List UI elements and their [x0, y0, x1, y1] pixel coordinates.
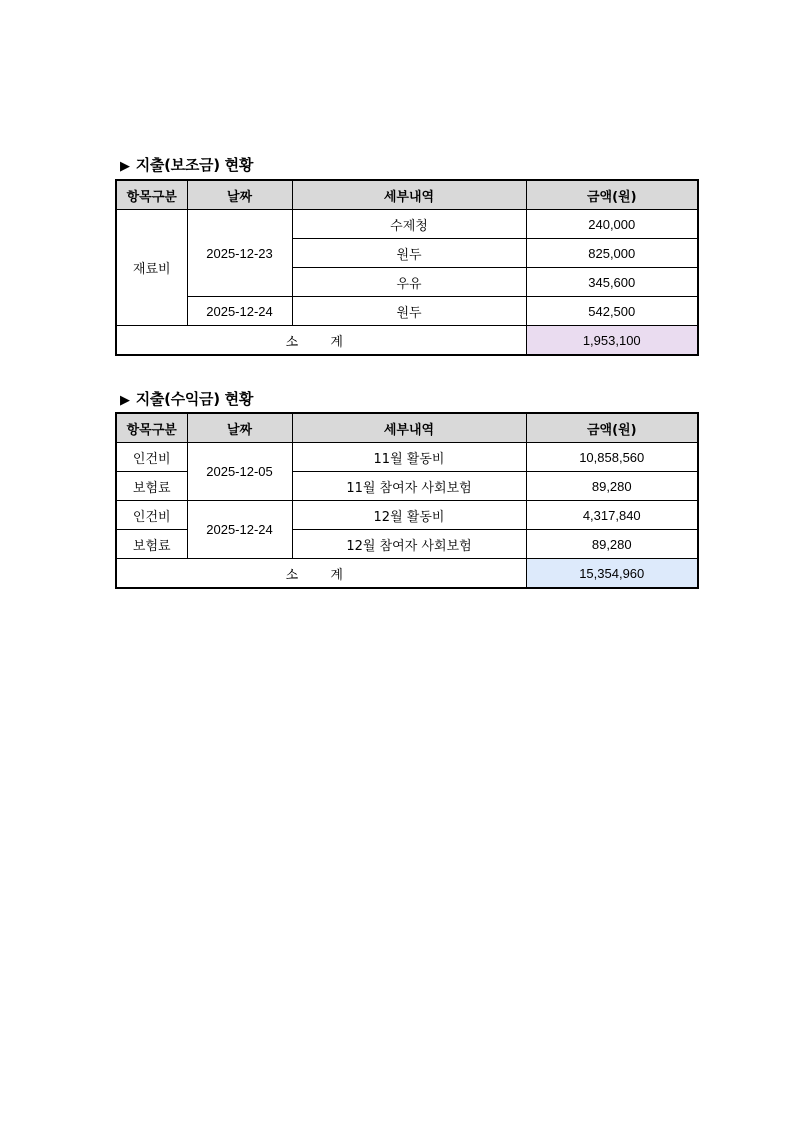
- category-cell: 인건비: [116, 501, 187, 530]
- detail-cell: 우유: [292, 268, 526, 297]
- subtotal-amount: 15,354,960: [526, 559, 698, 589]
- amount-cell: 10,858,560: [526, 443, 698, 472]
- header-amount: 금액(원): [526, 180, 698, 210]
- table-row: [116, 501, 698, 530]
- section2-title: [120, 388, 253, 409]
- header-date: 날짜: [187, 180, 292, 210]
- amount-cell: 89,280: [526, 472, 698, 501]
- revenue-expense-table: [115, 412, 699, 589]
- detail-cell: 수제청: [292, 210, 526, 239]
- detail-cell: 원두: [292, 239, 526, 268]
- detail-cell: 12월 활동비: [292, 501, 526, 530]
- category-cell: 인건비: [116, 443, 187, 472]
- table-header-row: [116, 180, 698, 210]
- amount-cell: 4,317,840: [526, 501, 698, 530]
- table-row: [116, 443, 698, 472]
- triangle-right-icon: ▶: [120, 159, 130, 174]
- detail-cell: 12월 참여자 사회보험: [292, 530, 526, 559]
- header-detail: 세부내역: [292, 413, 526, 443]
- header-date: 날짜: [187, 413, 292, 443]
- subsidy-expense-table: [115, 179, 699, 356]
- amount-cell: 345,600: [526, 268, 698, 297]
- date-cell: 2025-12-05: [187, 443, 292, 501]
- table-header-row: [116, 413, 698, 443]
- header-category: 항목구분: [116, 413, 187, 443]
- date-cell: 2025-12-23: [187, 210, 292, 297]
- amount-cell: 89,280: [526, 530, 698, 559]
- subtotal-label: 소 계: [116, 326, 526, 356]
- date-cell: 2025-12-24: [187, 501, 292, 559]
- section2-title-text: 지출(수익금) 현황: [135, 390, 254, 408]
- detail-cell: 11월 활동비: [292, 443, 526, 472]
- category-cell: 보험료: [116, 530, 187, 559]
- amount-cell: 240,000: [526, 210, 698, 239]
- section1-title: [120, 154, 253, 175]
- subtotal-row: [116, 559, 698, 589]
- subtotal-label: 소 계: [116, 559, 526, 589]
- amount-cell: 825,000: [526, 239, 698, 268]
- category-cell: 재료비: [116, 210, 187, 326]
- category-cell: 보험료: [116, 472, 187, 501]
- table-row: [116, 297, 698, 326]
- header-category: 항목구분: [116, 180, 187, 210]
- subtotal-amount: 1,953,100: [526, 326, 698, 356]
- header-amount: 금액(원): [526, 413, 698, 443]
- triangle-right-icon: ▶: [120, 393, 130, 408]
- amount-cell: 542,500: [526, 297, 698, 326]
- date-cell: 2025-12-24: [187, 297, 292, 326]
- subtotal-row: [116, 326, 698, 356]
- section1-title-text: 지출(보조금) 현황: [135, 156, 254, 174]
- detail-cell: 원두: [292, 297, 526, 326]
- header-detail: 세부내역: [292, 180, 526, 210]
- table-row: [116, 210, 698, 239]
- detail-cell: 11월 참여자 사회보험: [292, 472, 526, 501]
